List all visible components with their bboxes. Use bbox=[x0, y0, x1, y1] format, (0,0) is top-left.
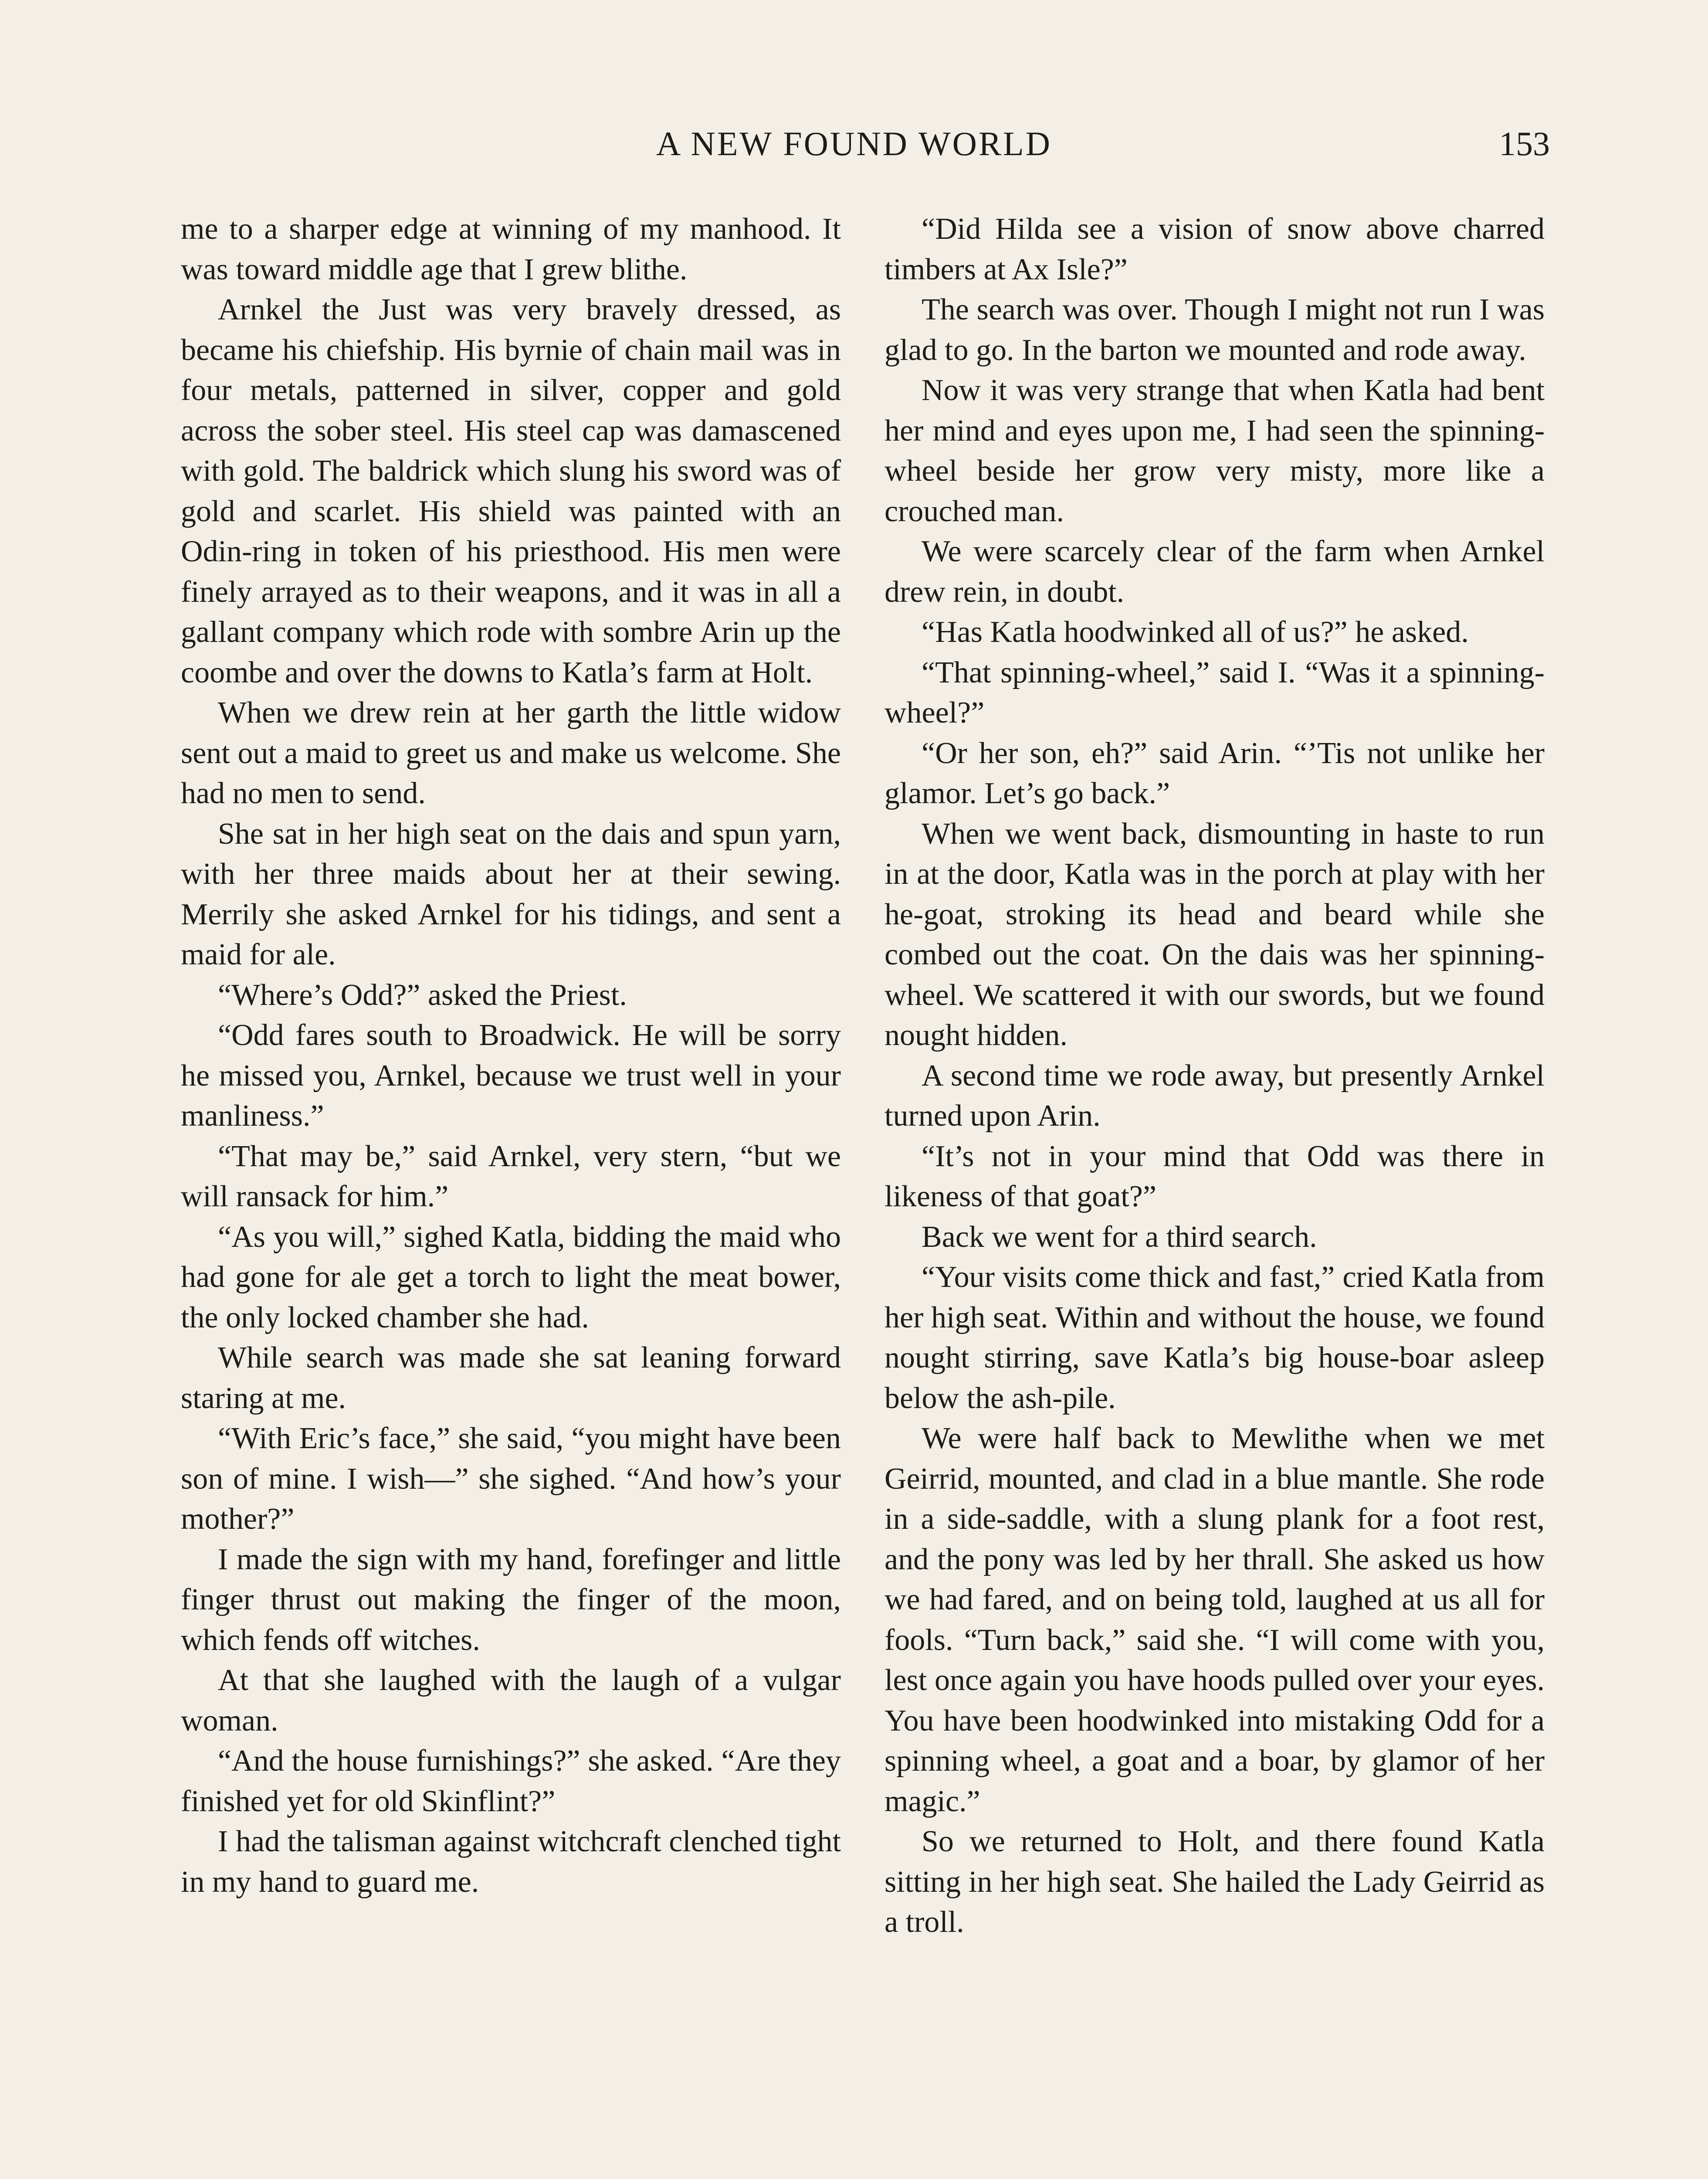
paragraph: “Odd fares south to Broadwick. He will be sorry he missed you, Arnkel, because we trust well in your manliness.” bbox=[181, 1018, 841, 1133]
left-column bbox=[181, 209, 841, 1902]
paragraph: When we went back, dismounting in haste to run in at the door, Katla was in the porch at play with her he-goat, stroking its head and beard while she combed out the coat. On the dais was her spinning-wheel. We scattered it with our swords, but we found nought hidden. bbox=[884, 817, 1545, 1052]
paragraph: A second time we rode away, but presently Arnkel turned upon Arin. bbox=[884, 1059, 1545, 1133]
paragraph: “And the house furnishings?” she asked. “Are they finished yet for old Skinflint?” bbox=[181, 1744, 841, 1818]
paragraph: “That spinning-wheel,” said I. “Was it a spinning-wheel?” bbox=[884, 655, 1545, 730]
page-number: 153 bbox=[1499, 125, 1550, 163]
paragraph: me to a sharper edge at winning of my manhood. It was toward middle age that I grew blithe. bbox=[181, 212, 841, 286]
paragraph: “It’s not in your mind that Odd was there in likeness of that goat?” bbox=[884, 1139, 1545, 1213]
paragraph: I had the talisman against witchcraft clenched tight in my hand to guard me. bbox=[181, 1825, 841, 1899]
paragraph: “Your visits come thick and fast,” cried Katla from her high seat. Within and without the house, we found nought stirring, save Katla’s big house-boar asleep below the ash-pile. bbox=[884, 1260, 1545, 1415]
running-header: A NEW FOUND WORLD bbox=[656, 125, 1052, 163]
paragraph: We were half back to Mewlithe when we met Geirrid, mounted, and clad in a blue mantle. She rode in a side-saddle, with a slung plank for a foot rest, and the pony was led by her thrall. She asked us how we had fared, and on being told, laughed at us all for fools. “Turn back,” said she. “I will come with you, lest once again you have hoods pulled over your eyes. You have been hoodwinked into mistaking Odd for a spinning wheel, a goat and a boar, by glamor of her magic.” bbox=[884, 1422, 1545, 1818]
paragraph: “Where’s Odd?” asked the Priest. bbox=[218, 978, 627, 1012]
paragraph: At that she laughed with the laugh of a vulgar woman. bbox=[181, 1663, 841, 1738]
paragraph: The search was over. Though I might not run I was glad to go. In the barton we mounted and rode away. bbox=[884, 293, 1545, 367]
paragraph: “That may be,” said Arnkel, very stern, “but we will ransack for him.” bbox=[181, 1139, 841, 1213]
paragraph: I made the sign with my hand, forefinger and little finger thrust out making the finger of the moon, which fends off witches. bbox=[181, 1542, 841, 1657]
paragraph: We were scarcely clear of the farm when Arnkel drew rein, in doubt. bbox=[884, 535, 1545, 609]
paragraph: She sat in her high seat on the dais and spun yarn, with her three maids about her at their sewing. Merrily she asked Arnkel for his tidings, and sent a maid for ale. bbox=[181, 817, 841, 971]
paragraph: “Did Hilda see a vision of snow above charred timbers at Ax Isle?” bbox=[884, 212, 1545, 286]
paragraph: While search was made she sat leaning forward staring at me. bbox=[181, 1341, 841, 1415]
paragraph: Back we went for a third search. bbox=[922, 1220, 1317, 1254]
paragraph: “With Eric’s face,” she said, “you might have been son of mine. I wish—” she sighed. “And how’s your mother?” bbox=[181, 1422, 841, 1536]
paragraph: “As you will,” sighed Katla, bidding the maid who had gone for ale get a torch to light the meat bower, the only locked chamber she had. bbox=[181, 1220, 841, 1334]
paragraph: When we drew rein at her garth the little widow sent out a maid to greet us and make us welcome. She had no men to send. bbox=[181, 696, 841, 810]
paragraph: “Has Katla hoodwinked all of us?” he asked. bbox=[922, 615, 1469, 649]
paragraph: “Or her son, eh?” said Arin. “’Tis not unlike her glamor. Let’s go back.” bbox=[884, 736, 1545, 810]
paragraph: Arnkel the Just was very bravely dressed, as became his chiefship. His byrnie of chain mail was in four metals, patterned in silver, copper and gold across the sober steel. His steel cap was damascened with gold. The baldrick which slung his sword was of gold and scarlet. His shield was painted with an Odin-ring in token of his priesthood. His men were finely arrayed as to their weapons, and it was in all a gallant company which rode with sombre Arin up the coombe and over the downs to Katla’s farm at Holt. bbox=[181, 293, 841, 689]
right-column bbox=[884, 209, 1545, 1943]
paragraph: So we returned to Holt, and there found Katla sitting in her high seat. She hailed the Lady Geirrid as a troll. bbox=[884, 1825, 1545, 1939]
paragraph: Now it was very strange that when Katla had bent her mind and eyes upon me, I had seen the spinning-wheel beside her grow very misty, more like a crouched man. bbox=[884, 373, 1545, 528]
